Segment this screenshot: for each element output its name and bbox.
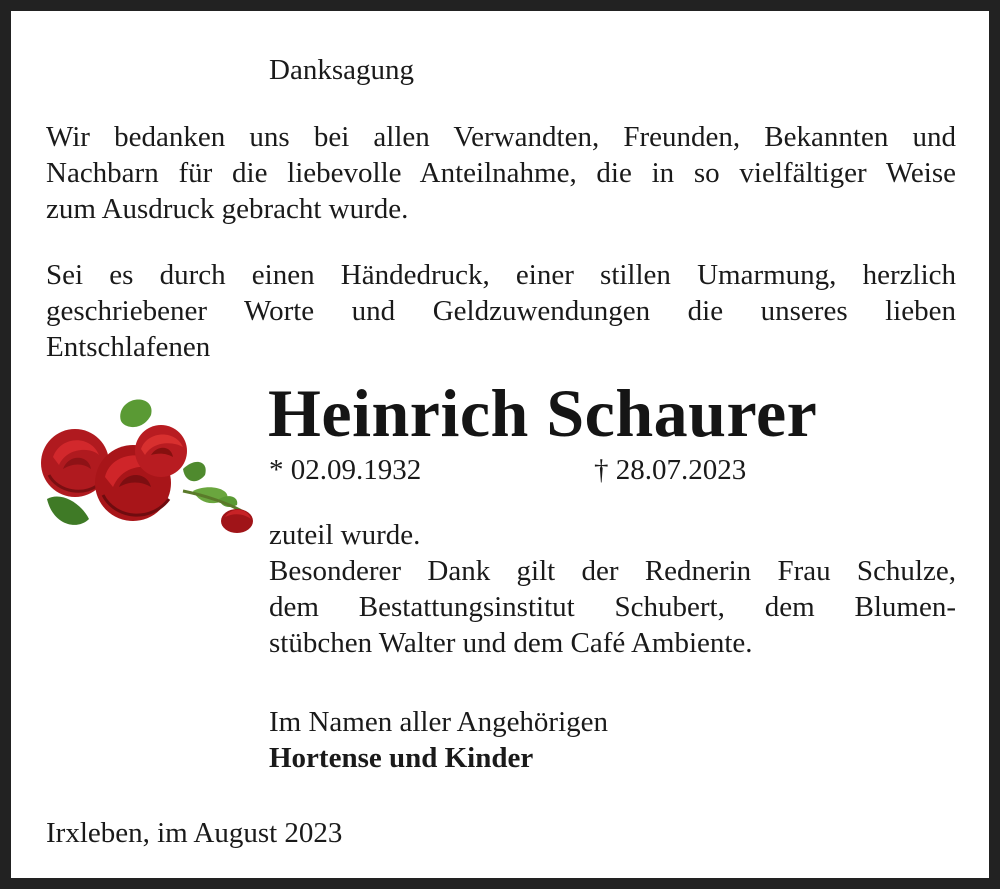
text-line: Sei es durch einen Händedruck, einer stillen Umarmung, herzlich xyxy=(46,259,956,291)
text-line: Wir bedanken uns bei allen Verwandten, Freunden, Bekannten und xyxy=(46,121,956,153)
death-date: † 28.07.2023 xyxy=(594,454,747,486)
red-roses-image xyxy=(33,395,259,539)
deceased-name: Heinrich Schaurer xyxy=(268,375,818,451)
gestures-paragraph xyxy=(46,257,956,365)
notice-heading: Danksagung xyxy=(269,54,414,86)
special-thanks-paragraph xyxy=(269,517,956,661)
place-date: Irxleben, im August 2023 xyxy=(46,817,343,849)
text-line: dem Bestattungsinstitut Schubert, dem Blumen- xyxy=(269,591,956,623)
text-line: stübchen Walter und dem Café Ambiente. xyxy=(269,627,753,659)
text-line: zuteil wurde. xyxy=(269,519,421,551)
birth-date: * 02.09.1932 xyxy=(269,454,422,486)
text-line: Besonderer Dank gilt der Rednerin Frau Schulze, xyxy=(269,555,956,587)
text-line: zum Ausdruck gebracht wurde. xyxy=(46,193,409,225)
thanks-paragraph xyxy=(46,119,956,227)
family-signature: Hortense und Kinder xyxy=(269,742,534,774)
text-line: Entschlafenen xyxy=(46,331,211,363)
signoff-text: Im Namen aller Angehörigen xyxy=(269,706,609,738)
text-line: Nachbarn für die liebevolle Anteilnahme, die in so vielfältiger Weise xyxy=(46,157,956,189)
text-line: geschriebener Worte und Geldzuwendungen die unseres lieben xyxy=(46,295,956,327)
